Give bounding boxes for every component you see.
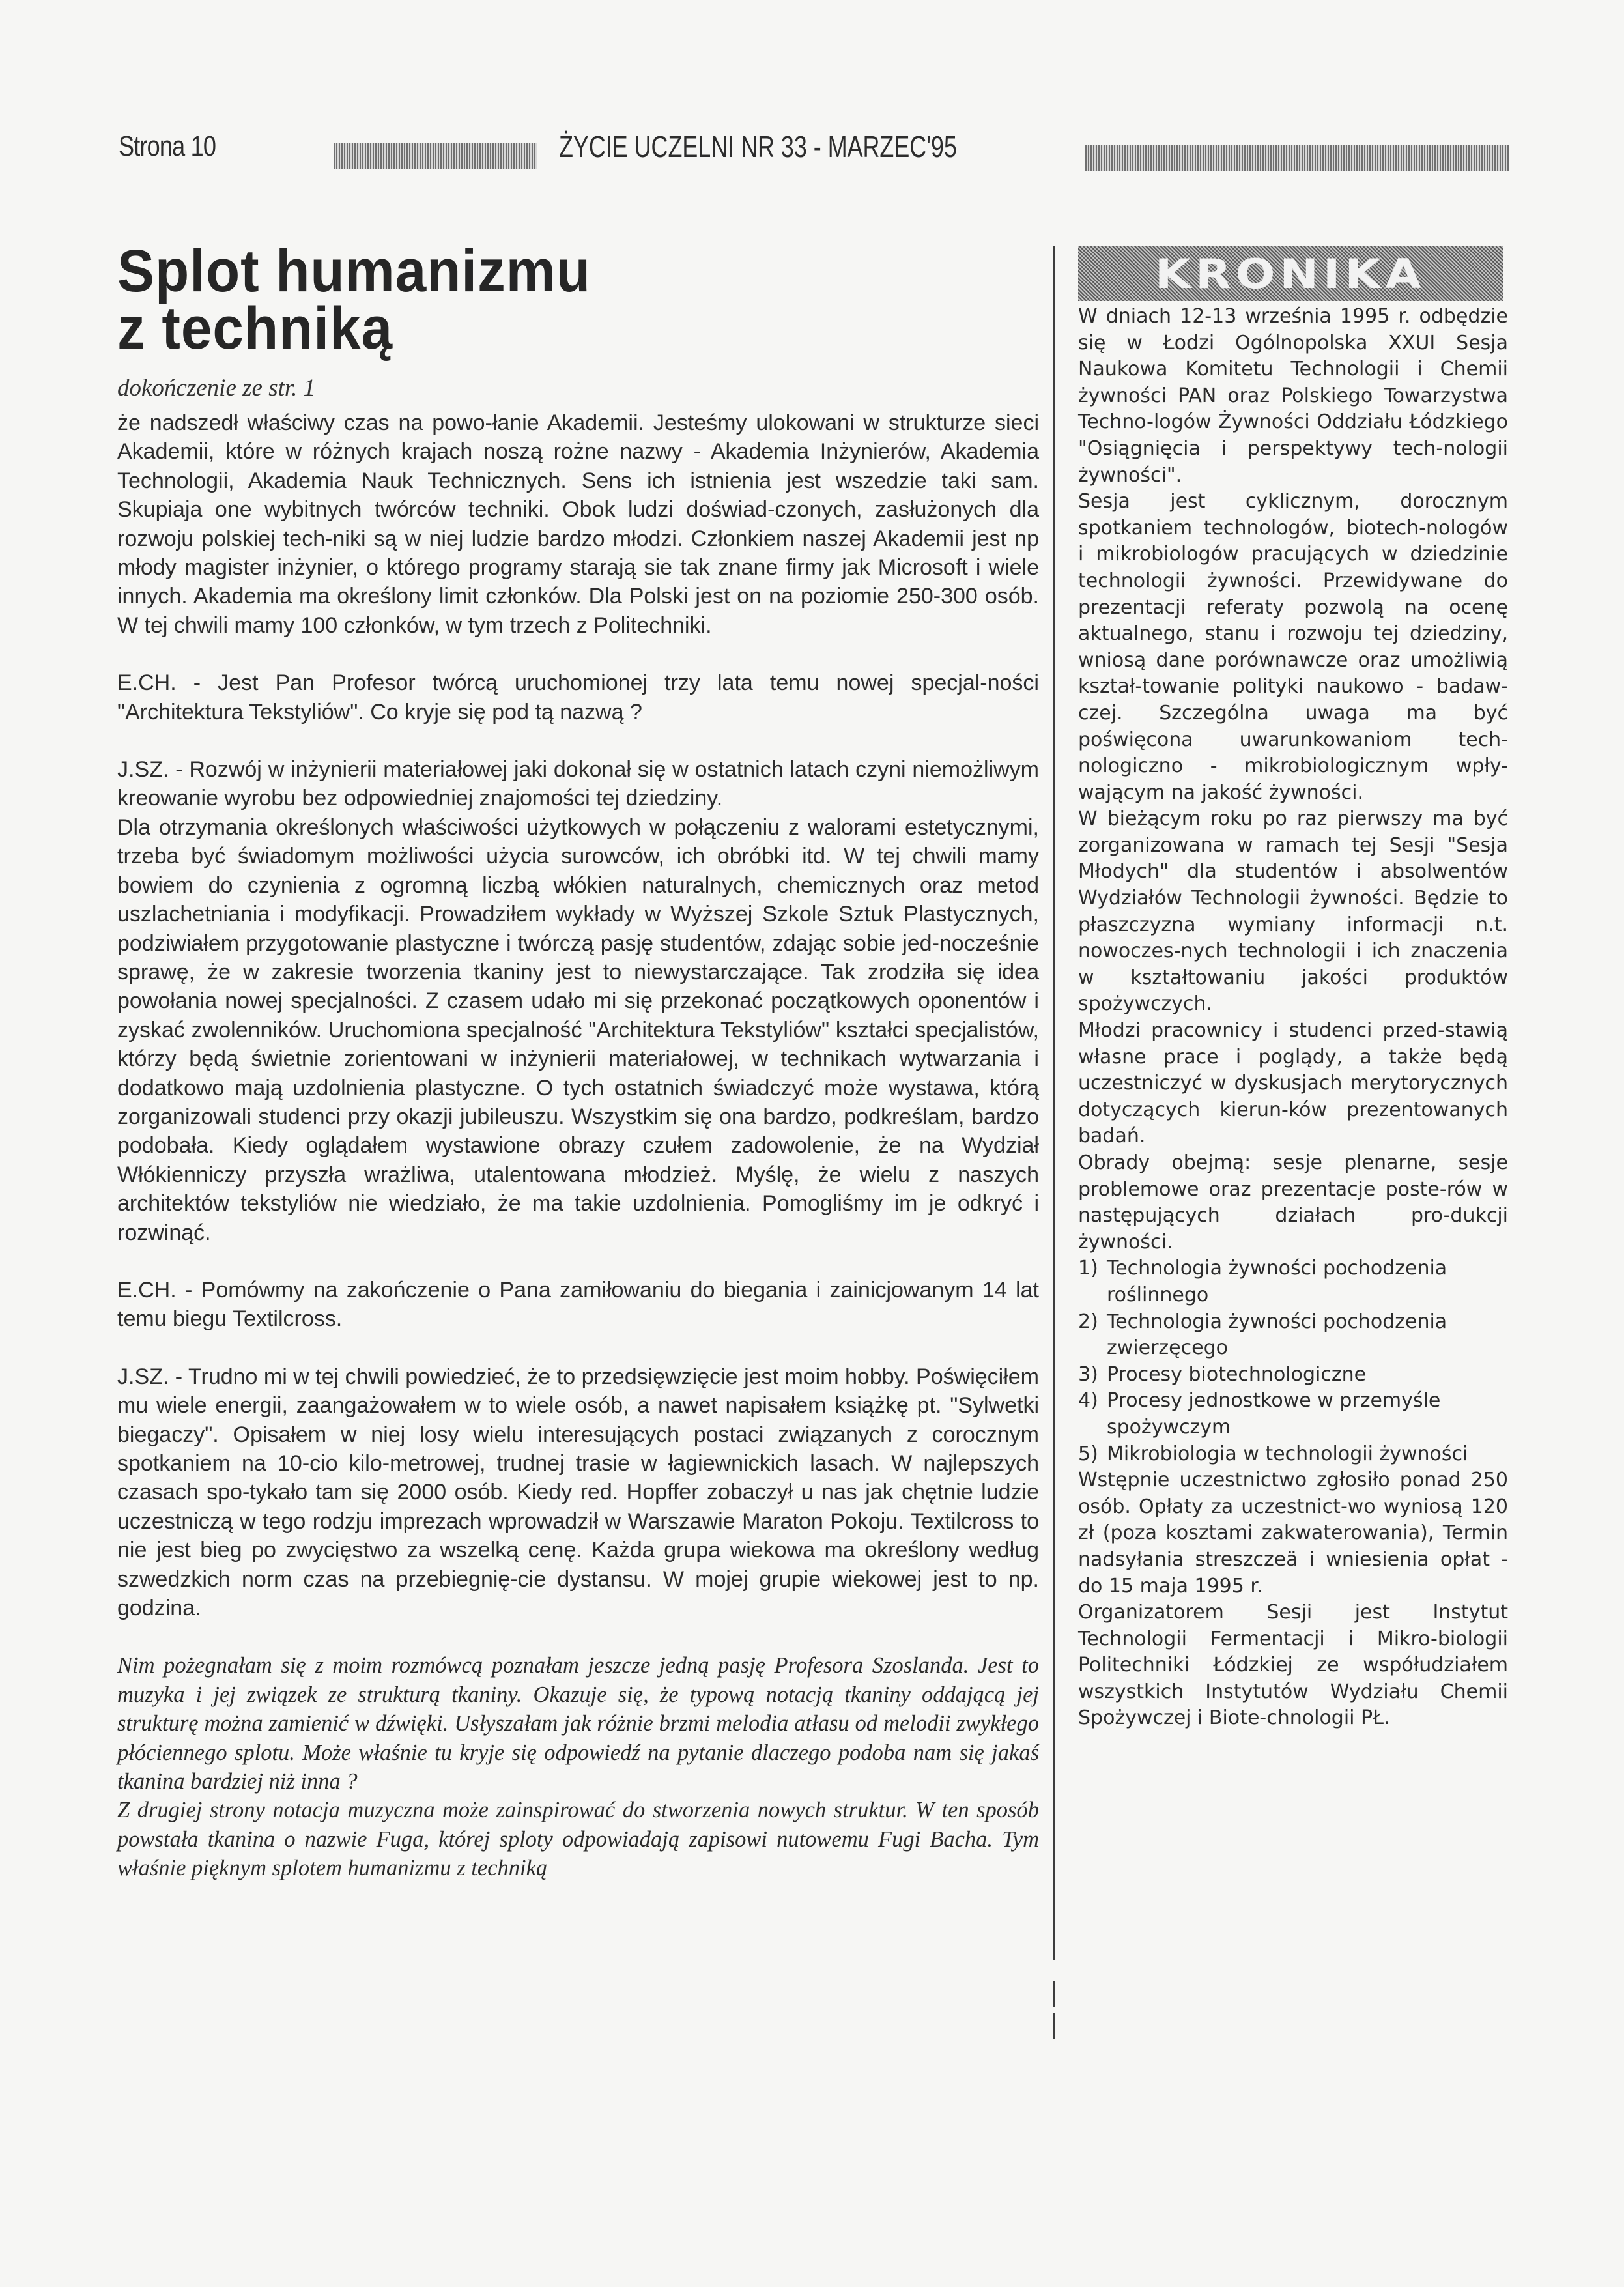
list-number: 5) — [1078, 1442, 1098, 1465]
list-text: Technologia żywności pochodzenia roślinnego — [1107, 1257, 1447, 1306]
kronika-paragraph: W dniach 12-13 września 1995 r. odbędzie się w Łodzi Ogólnopolska XXUI Sesja Naukowa Komitetu Technologii i Chemii żywności PAN oraz Polskiego Towarzystwa Techno-logów Żywności Oddziału Łódzkiego "Osiągnięcia i perspektywy tech-nologii żywności". — [1078, 305, 1508, 487]
session-topics-list — [1078, 1256, 1508, 1467]
article-paragraph: Dla otrzymania określonych właściwości użytkowych w połączeniu z walorami estetycznymi, trzeba być świadomym możliwości użycia surowców, ich obróbki itd. W tej chwili mamy bowiem do czynienia z ogromną liczbą włókien naturalnych, chemicznych oraz metod uszlachetniania i modyfikacji. Prowadziłem wykłady w Wyższej Szkole Sztuk Plastycznych, podziwiałem przygotowanie plastyczne i twórczą pasję studentów, zdając sobie jed-nocześnie sprawę, że w zakresie tworzenia tkaniny jest to niewystarczające. Tak zrodziła się idea powołania nowej specjalności. Z czasem udało mi się przekonać początkowych oponentów i zyskać zwolenników. Uruchomiona specjalność "Architektura Tekstyliów" kształci specjalistów, którzy będą świetnie zorientowani w inżynierii materiałowej, w technikach wytwarzania i dodatkowo mają uzdolnienia plastyczne. O tych ostatnich świadczyć może wystawa, którą zorganizowali studenci przy okazji jubileuszu. Wszystkim się ona bardzo, podkreślam, bardzo podobała. Kiedy oglądałem wystawione obrazy czułem zadowolenie, że na Wydział Włókienniczy przyszła wrażliwa, utalentowana młodzież. Myślę, że wielu z naszych architektów tekstyliów nie wiedziało, że ma takie uzdolnienia. Pomogliśmy im je odkryć i rozwinąć. — [117, 814, 1039, 1245]
article-body — [117, 409, 1039, 1622]
header-decorative-bar-right — [1085, 145, 1509, 171]
interview-answer: J.SZ. - Trudno mi w tej chwili powiedzieć, że to przedsięwzięcie jest moim hobby. Poświęciłem mu wiele energii, zaangażowałem w to wiele osób, a nawet napisałem książkę pt. "Sylwetki biegaczy". Opisałem w niej losy wielu interesujących postaci związanych z corocznym spotkaniem na 10-cio kilo-metrowej, trudnej trasie w łagiewnickich lasach. W najlepszych czasach spo-tykało tam się 2000 osób. Kiedy red. Hopffer zobaczył u nas jak chętnie ludzie uczestniczą w tego rodzju imprezach wprowadził w Warszawie Maraton Pokoju. Textilcross to nie jest bieg po zwycięstwo za wszelką cenę. Każda grupa wiekowa ma określony według szwedzkich norm czas na przebiegnię-cie dystansu. W mojej grupie wiekowej jest to np. godzina. — [117, 1364, 1039, 1621]
list-number: 2) — [1078, 1310, 1098, 1333]
article-title — [117, 238, 975, 362]
list-text: Technologia żywności pochodzenia zwierzęcego — [1107, 1310, 1447, 1360]
list-number: 1) — [1078, 1257, 1098, 1280]
publication-title: ŻYCIE UCZELNI NR 33 - MARZEC'95 — [559, 130, 957, 164]
list-number: 3) — [1078, 1362, 1098, 1386]
header-decorative-bar-left — [334, 143, 537, 169]
list-text: Procesy jednostkowe w przemyśle spożywczym — [1107, 1389, 1441, 1439]
page-number: Strona 10 — [119, 130, 216, 162]
list-item — [1078, 1441, 1508, 1468]
article-title-line-2: z techniką — [117, 295, 393, 362]
column-divider-segment — [1053, 2013, 1055, 2039]
list-text: Mikrobiologia w technologii żywności — [1107, 1442, 1468, 1465]
kronika-paragraph: Obrady obejmą: sesje plenarne, sesje problemowe oraz prezentacje poste-rów w następujących działach pro-dukcji żywności. — [1078, 1151, 1508, 1254]
article-title-line-1: Splot humanizmu — [117, 238, 591, 304]
list-item — [1078, 1388, 1508, 1441]
kronika-paragraph: Młodzi pracownicy i studenci przed-stawią własne prace i poglądy, a także będą uczestniczyć w dyskusjach merytorycznych dotyczących kierun-ków prezentowanych badań. — [1078, 1019, 1508, 1148]
kronika-paragraph: Sesja jest cyklicznym, dorocznym spotkaniem technologów, biotech-nologów i mikrobiologów pracujących w dziedzinie technologii żywności. Przewidywane do prezentacji referaty pozwolą na ocenę aktualnego, stanu i rozwoju tej dziedziny, wniosą dane porównawcze oraz umożliwią kształ-towanie polityki naukowo - badaw-czej. Szczególna uwaga ma być poświęcona uwarunkowaniom tech-nologiczno - mikrobiologicznym wpły-wającym na jakość żywności. — [1078, 490, 1508, 804]
column-divider — [1053, 246, 1055, 1960]
article-column — [117, 238, 1039, 1883]
column-divider-segment — [1053, 1981, 1055, 2007]
interview-answer: J.SZ. - Rozwój w inżynierii materiałowej jaki dokonał się w ostatnich latach czyni niemożliwym kreowanie wyrobu bez odpowiedniej znajomości tej dziedziny. — [117, 757, 1039, 811]
kronika-body — [1078, 304, 1508, 1732]
kronika-paragraph: W bieżącym roku po raz pierwszy ma być zorganizowana w ramach tej Sesji "Sesja Młodych" dla studentów i absolwentów Wydziałów Technologii żywności. Będzie to płaszczyzna wymiany informacji n.t. nowoczes-nych technologii i ich znaczenia w kształtowaniu jakości produktów spożywczych. — [1078, 807, 1508, 1016]
closing-paragraph: Z drugiej strony notacja muzyczna może zainspirować do stworzenia nowych struktur. W ten sposób powstała tkanina o nazwie Fuga, której sploty odpowiadają zapisowi nutowemu Fugi Bacha. Tym właśnie pięknym splotem humanizmu z techniką — [117, 1798, 1039, 1881]
interview-question: E.CH. - Jest Pan Profesor twórcą uruchomionej trzy lata temu nowej specjal-ności "Architektura Tekstyliów". Co kryje się pod tą nazwą ? — [117, 670, 1039, 725]
closing-commentary — [117, 1651, 1039, 1882]
article-paragraph: że nadszedł właściwy czas na powo-łanie Akademii. Jesteśmy ulokowani w strukturze sieci Akademii, które w różnych krajach noszą rożne nazwy - Akademia Inżynierów, Akademia Technologii, Akademia Nauk Technicznych. Sens ich istnienia jest wszedzie taki sam. Skupiaja one wybitnych twórców techniki. Obok ludzi doświad-czonych, zasłużonych dla rozwoju polskiej tech-niki są w niej ludzie bardzo młodzi. Członkiem naszej Akademii jest np młody magister inżynier, o którego programy starają sie tak znane firmy jak Microsoft i wiele innych. Akademia ma określony limit członków. Dla Polski jest on na poziomie 250-300 osób. W tej chwili mamy 100 członków, w tym trzech z Politechniki. — [117, 410, 1039, 638]
closing-paragraph: Nim pożegnałam się z moim rozmówcą poznałam jeszcze jedną pasję Profesora Szoslanda. Jest to muzyka i jej związek ze strukturą tkaniny. Okazuje się, że typową notacją tkaniny oddającą jej strukturę można zamienić w dźwięki. Usłyszałam jak różnie brzmi melodia atłasu od melodii zwykłego płóciennego splotu. Może właśnie tu kryje się odpowiedź na pytanie dlaczego podoba nam się jakaś tkanina bardziej niż inna ? — [117, 1653, 1039, 1794]
list-text: Procesy biotechnologiczne — [1107, 1362, 1367, 1386]
kronika-paragraph: Wstępnie uczestnictwo zgłosiło ponad 250 osób. Opłaty za uczestnict-wo wyniosą 120 zł (poza kosztami zakwaterowania), Termin nadsyłania streszczeä i wniesienia opłat - do 15 maja 1995 r. — [1078, 1469, 1508, 1598]
kronika-heading-banner — [1078, 246, 1503, 301]
kronika-heading: KRONIKA — [1155, 250, 1426, 298]
interview-question: E.CH. - Pomówmy na zakończenie o Pana zamiłowaniu do biegania i zainicjowanym 14 lat temu biegu Textilcross. — [117, 1277, 1039, 1332]
kronika-column — [1078, 246, 1508, 1732]
list-number: 4) — [1078, 1389, 1098, 1413]
list-item — [1078, 1362, 1508, 1388]
continuation-note: dokończenie ze str. 1 — [117, 375, 316, 401]
list-item — [1078, 1256, 1508, 1308]
list-item — [1078, 1309, 1508, 1362]
kronika-paragraph: Organizatorem Sesji jest Instytut Technologii Fermentacji i Mikro-biologii Politechniki Łódzkiej ze współudziałem wszystkich Instytutów Wydziału Chemii Spożywczej i Biote-chnologii PŁ. — [1078, 1601, 1508, 1730]
